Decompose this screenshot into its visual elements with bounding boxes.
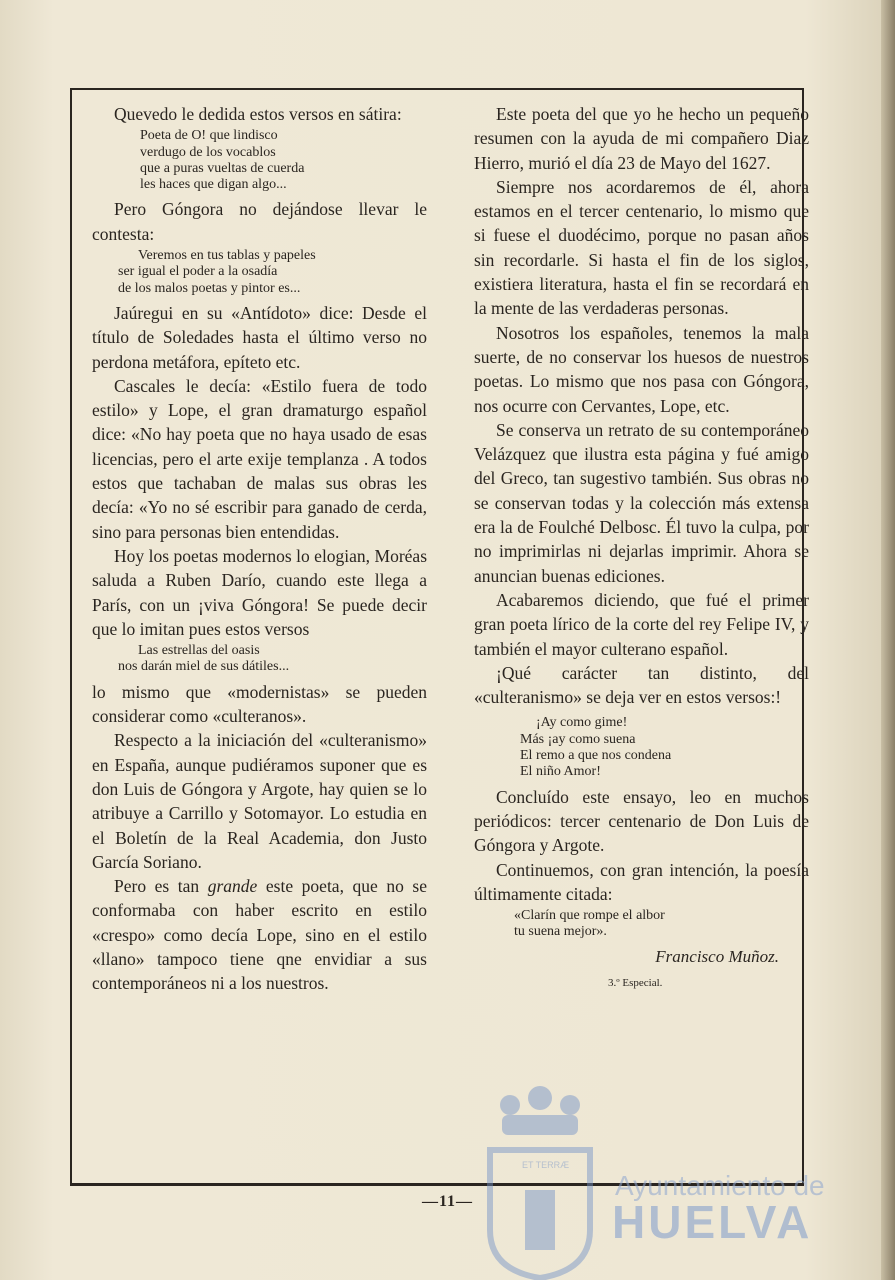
verse-line: ser igual el poder a la osadía — [118, 264, 278, 280]
verse-line: El niño Amor! — [520, 764, 601, 780]
verse-quote — [474, 715, 809, 780]
emphasis: grande — [207, 876, 258, 897]
paragraph: Este poeta del que yo he hecho un pequeño resumen con la ayuda de mi compañero Diaz Hierro, murió el día 23 de Mayo del 1627. — [474, 104, 809, 173]
paragraph: Quevedo le dedida estos versos en sátira: — [114, 104, 402, 124]
verse-line: El remo a que nos condena — [520, 748, 672, 764]
author-signature: Francisco Muñoz. — [655, 946, 779, 966]
right-column — [474, 102, 809, 995]
paragraph: Se conserva un retrato de su contemporáneo Velázquez que ilustra esta página y fué amigo del Greco, tan sugestivo también. Sus obras no se conservan todas y la colección más extensa era la de Foulché Delbosc. Él tuvo la culpa, por no imprimirlas ni dejarlas imprimir. Ahora se anuncian buenas ediciones. — [474, 419, 809, 586]
verse-line: Veremos en tus tablas y papeles — [138, 248, 316, 264]
watermark-text: Ayuntamiento de — [615, 1170, 825, 1201]
paragraph: Concluído este ensayo, leo en muchos periódicos: tercer centenario de Don Luis de Góngora y Argote. — [474, 786, 809, 856]
verse-line: Las estrellas del oasis — [138, 643, 260, 659]
verse-line: nos darán miel de sus dátiles... — [118, 659, 290, 675]
paragraph: Respecto a la iniciación del «culteranismo» en España, aunque pudiéramos suponer que es don Luis de Góngora y Argote, hay quien se lo atribuye a Carrillo y Sotomayor. Lo estudia en el Boletín de la Real Academia, don Justo García Soriano. — [92, 730, 427, 872]
page-edge — [881, 0, 895, 1280]
paragraph: Hoy los poetas modernos lo elogian, Moréas saluda a Ruben Darío, cuando este llega a París, con un ¡viva Góngora! Se puede decir que lo imitan pues estos versos — [92, 545, 427, 639]
paragraph: Nosotros los españoles, tenemos la mala suerte, de no conservar los huesos de nuestros poetas. Lo mismo que nos pasa con Góngora, nos ocurre con Cervantes, Lope, etc. — [474, 322, 809, 416]
paragraph: ¡Qué carácter tan distinto, del «culteranismo» se deja ver en estos versos:! — [474, 662, 809, 708]
verse-line: tu suena mejor». — [514, 924, 607, 940]
verse-quote — [474, 908, 809, 941]
verse-quote — [92, 248, 427, 297]
paragraph: Siempre nos acordaremos de él, ahora estamos en el tercer centenario, lo mismo que si fuese el duodécimo, porque no pasan años sin recordarle. Si hasta el fin de los siglos, existiera literatura, hasta el fin se recordará en la mente de las verdaderas personas. — [474, 176, 809, 319]
paragraph: Continuemos, con gran intención, la poesía últimamente citada: — [474, 859, 809, 904]
verse-line: les haces que digan algo... — [140, 177, 287, 193]
verse-line: que a puras vueltas de cuerda — [140, 160, 305, 176]
left-column — [92, 102, 427, 996]
author-class: 3.º Especial. — [608, 976, 663, 989]
text-run: este poeta, que no se conformaba con haber escrito en estilo «crespo» como decía Lope, sino en el estilo «llano» tampoco tiene qne envidiar a sus contemporáneos ni a los nuestros. — [92, 876, 427, 994]
watermark-title: HUELVA — [612, 1196, 813, 1248]
verse-line: ¡Ay como gime! — [536, 715, 628, 731]
paragraph: Pero Góngora no dejándose llevar le contesta: — [92, 199, 427, 244]
watermark-motto: ET TERRÆ — [522, 1160, 570, 1170]
paragraph: Cascales le decía: «Estilo fuera de todo estilo» y Lope, el gran dramaturgo español dice: «No hay poeta que no haya usado de esas licencias, pero el arte exije templanza . A todos estos que tachaban de malas sus obras les decía: «Yo no sé escribir para ganado de cerda, sino para personas bien entendidas. — [92, 375, 427, 542]
paragraph: lo mismo que «modernistas» se pueden considerar como «culteranos». — [92, 681, 427, 727]
verse-quote — [92, 128, 427, 193]
verse-line: «Clarín que rompe el albor — [514, 908, 665, 924]
verse-line: de los malos poetas y pintor es... — [118, 280, 301, 296]
paragraph: Jaúregui en su «Antídoto» dice: Desde el título de Soledades hasta el último verso no perdona metáfora, epíteto etc. — [92, 302, 427, 372]
paragraph: Acabaremos diciendo, que fué el primer gran poeta lírico de la corte del rey Felipe IV, y también el mayor culterano español. — [474, 589, 809, 659]
paragraph — [92, 874, 427, 995]
page-number: —11— — [421, 1193, 474, 1210]
verse-line: verdugo de los vocablos — [140, 144, 276, 160]
verse-quote — [92, 643, 427, 676]
verse-line: Más ¡ay como suena — [520, 731, 636, 747]
text-run: Pero es tan — [114, 876, 208, 897]
verse-line: Poeta de O! que lindisco — [140, 128, 278, 144]
